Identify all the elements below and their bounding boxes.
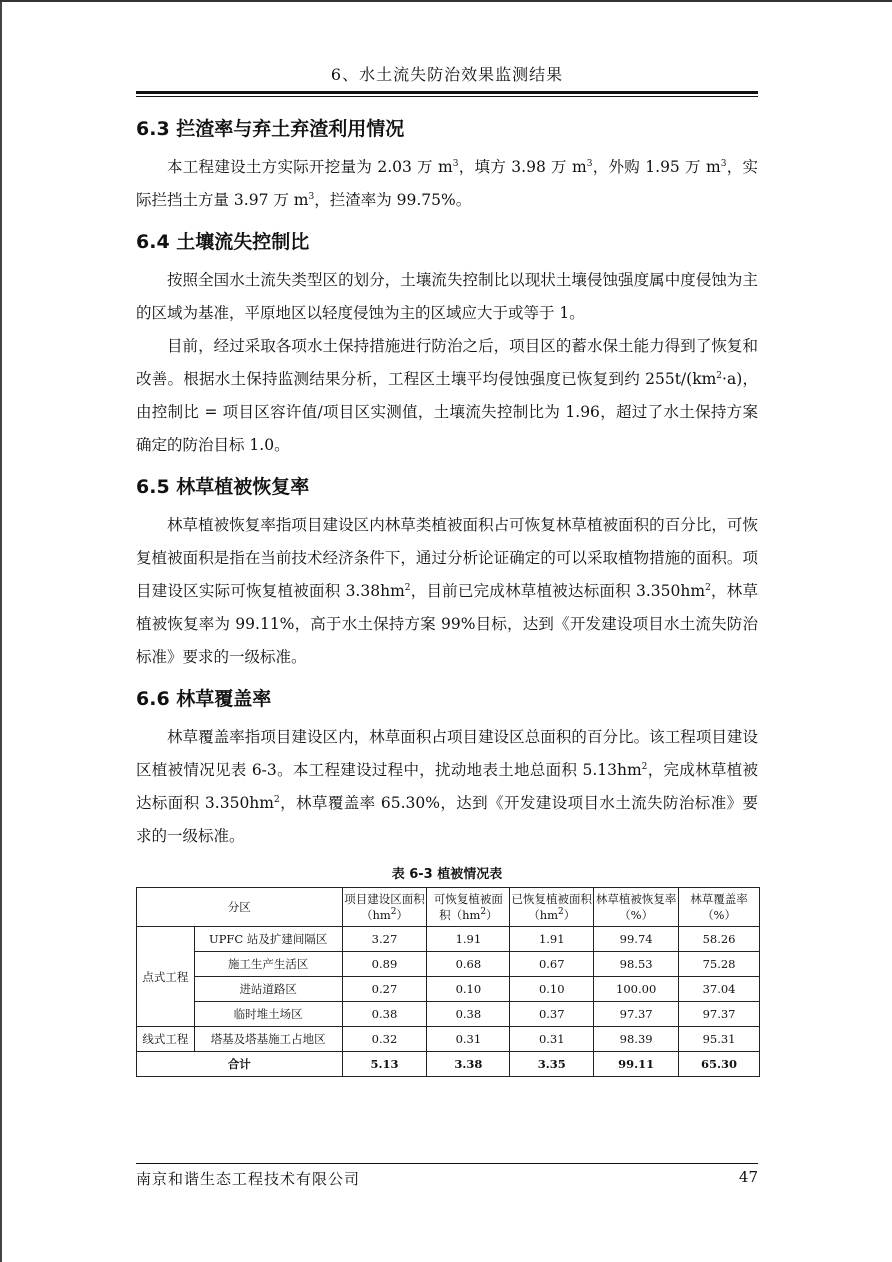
cell: 0.31 [510,1027,594,1052]
cell: 75.28 [679,952,760,977]
area-name: UPFC 站及扩建间隔区 [194,927,342,952]
table-header-row [137,888,760,927]
column-header-zone: 分区 [137,888,343,927]
area-name: 塔基及塔基施工占地区 [194,1027,342,1052]
area-name: 施工生产生活区 [194,952,342,977]
cell: 0.89 [342,952,427,977]
table-caption: 表 6-3 植被情况表 [391,867,503,882]
footer-company: 南京和谐生态工程技术有限公司 [136,1170,361,1188]
area-name: 临时堆土场区 [194,1002,342,1027]
cell: 3.38 [427,1052,510,1077]
vegetation-table [136,887,760,1077]
table-row [137,927,760,952]
cell: 0.31 [427,1027,510,1052]
cell: 0.38 [342,1002,427,1027]
cell: 99.74 [594,927,679,952]
page-number: 47 [738,1168,758,1186]
header-rule-thin [136,96,758,97]
column-header-project-area: 项目建设区面积$(hm^2)$ [342,888,427,927]
cell: 0.38 [427,1002,510,1027]
footer-rule [136,1163,758,1164]
running-header: 6、水土流失防治效果监测结果 [330,65,564,84]
cell: 37.04 [679,977,760,1002]
paragraph: 林草覆盖率指项目建设区内，林草面积占项目建设区总面积的百分比。该工程项目建设区植被情况见表 6-3。本工程建设过程中，扰动地表土地总面积 $5.13hm^2$，完成林草植被达标面积 $3.350hm^2$，林草覆盖率 65.30%，达到《开发建设项目水土流失防治标准》要求的一级标准。 [136,728,759,845]
header-rule-thick [136,91,758,94]
column-header-restorable-area: 可恢复植被面积$(hm^2)$ [427,888,510,927]
cell: 98.39 [594,1027,679,1052]
cell: 3.27 [342,927,427,952]
cell: 95.31 [679,1027,760,1052]
table-row [137,977,760,1002]
cell: 98.53 [594,952,679,977]
page-edge-left [0,0,2,1262]
cell: 100.00 [594,977,679,1002]
column-header-restored-area: 已恢复植被面积$(hm^2)$ [510,888,594,927]
column-header-coverage-rate: 林草覆盖率（%） [679,888,760,927]
cell: 1.91 [427,927,510,952]
section-heading-6-6: 6.6 林草覆盖率 [136,688,272,710]
table-row [137,1027,760,1052]
section-heading-6-5: 6.5 林草植被恢复率 [136,476,310,498]
page-edge-top [0,0,892,2]
paragraph: 本工程建设土方实际开挖量为 2.03 万 $m^3$，填方 3.98 万 $m^3$，外购 1.95 万 $m^3$，实际拦挡土方量 3.97 万 $m^3$，拦渣率为 99.75%。 [136,158,758,209]
group-label-line: 线式工程 [137,1027,195,1052]
cell: 97.37 [679,1002,760,1027]
total-label: 合计 [137,1052,343,1077]
cell: 0.10 [427,977,510,1002]
cell: 97.37 [594,1002,679,1027]
table-total-row [137,1052,760,1077]
cell: 0.32 [342,1027,427,1052]
paragraph: 目前，经过采取各项水土保持措施进行防治之后，项目区的蓄水保土能力得到了恢复和改善。根据水土保持监测结果分析，工程区土壤平均侵蚀强度已恢复到约 $255t/(km^2\cdot a)$，由控制比 = 项目区容许值/项目区实测值，土壤流失控制比为 1.96，超过了水土保持方案确定的防治目标 1.0。 [136,337,758,454]
table-row [137,952,760,977]
area-name: 进站道路区 [194,977,342,1002]
cell: 0.37 [510,1002,594,1027]
cell: 3.35 [510,1052,594,1077]
cell: 1.91 [510,927,594,952]
cell: 0.27 [342,977,427,1002]
cell: 0.10 [510,977,594,1002]
table-row [137,1002,760,1027]
page-content [136,108,758,1077]
group-label-point: 点式工程 [137,927,195,1027]
cell: 0.67 [510,952,594,977]
cell: 99.11 [594,1052,679,1077]
cell: 65.30 [679,1052,760,1077]
cell: 58.26 [679,927,760,952]
section-heading-6-3: 6.3 拦渣率与弃土弃渣利用情况 [136,118,405,140]
column-header-restoration-rate: 林草植被恢复率（%） [594,888,679,927]
paragraph: 林草植被恢复率指项目建设区内林草类植被面积占可恢复林草植被面积的百分比，可恢复植被面积是指在当前技术经济条件下，通过分析论证确定的可以采取植物措施的面积。项目建设区实际可恢复植被面积 $3.38hm^2$，目前已完成林草植被达标面积 $3.350hm^2$，林草植被恢复率为 99.11%，高于水土保持方案 99%目标，达到《开发建设项目水土流失防治标准》要求的一级标准。 [136,516,758,666]
cell: 5.13 [342,1052,427,1077]
paragraph: 按照全国水土流失类型区的划分，土壤流失控制比以现状土壤侵蚀强度属中度侵蚀为主的区域为基准，平原地区以轻度侵蚀为主的区域应大于或等于 1。 [136,271,758,322]
section-heading-6-4: 6.4 土壤流失控制比 [136,231,310,253]
cell: 0.68 [427,952,510,977]
